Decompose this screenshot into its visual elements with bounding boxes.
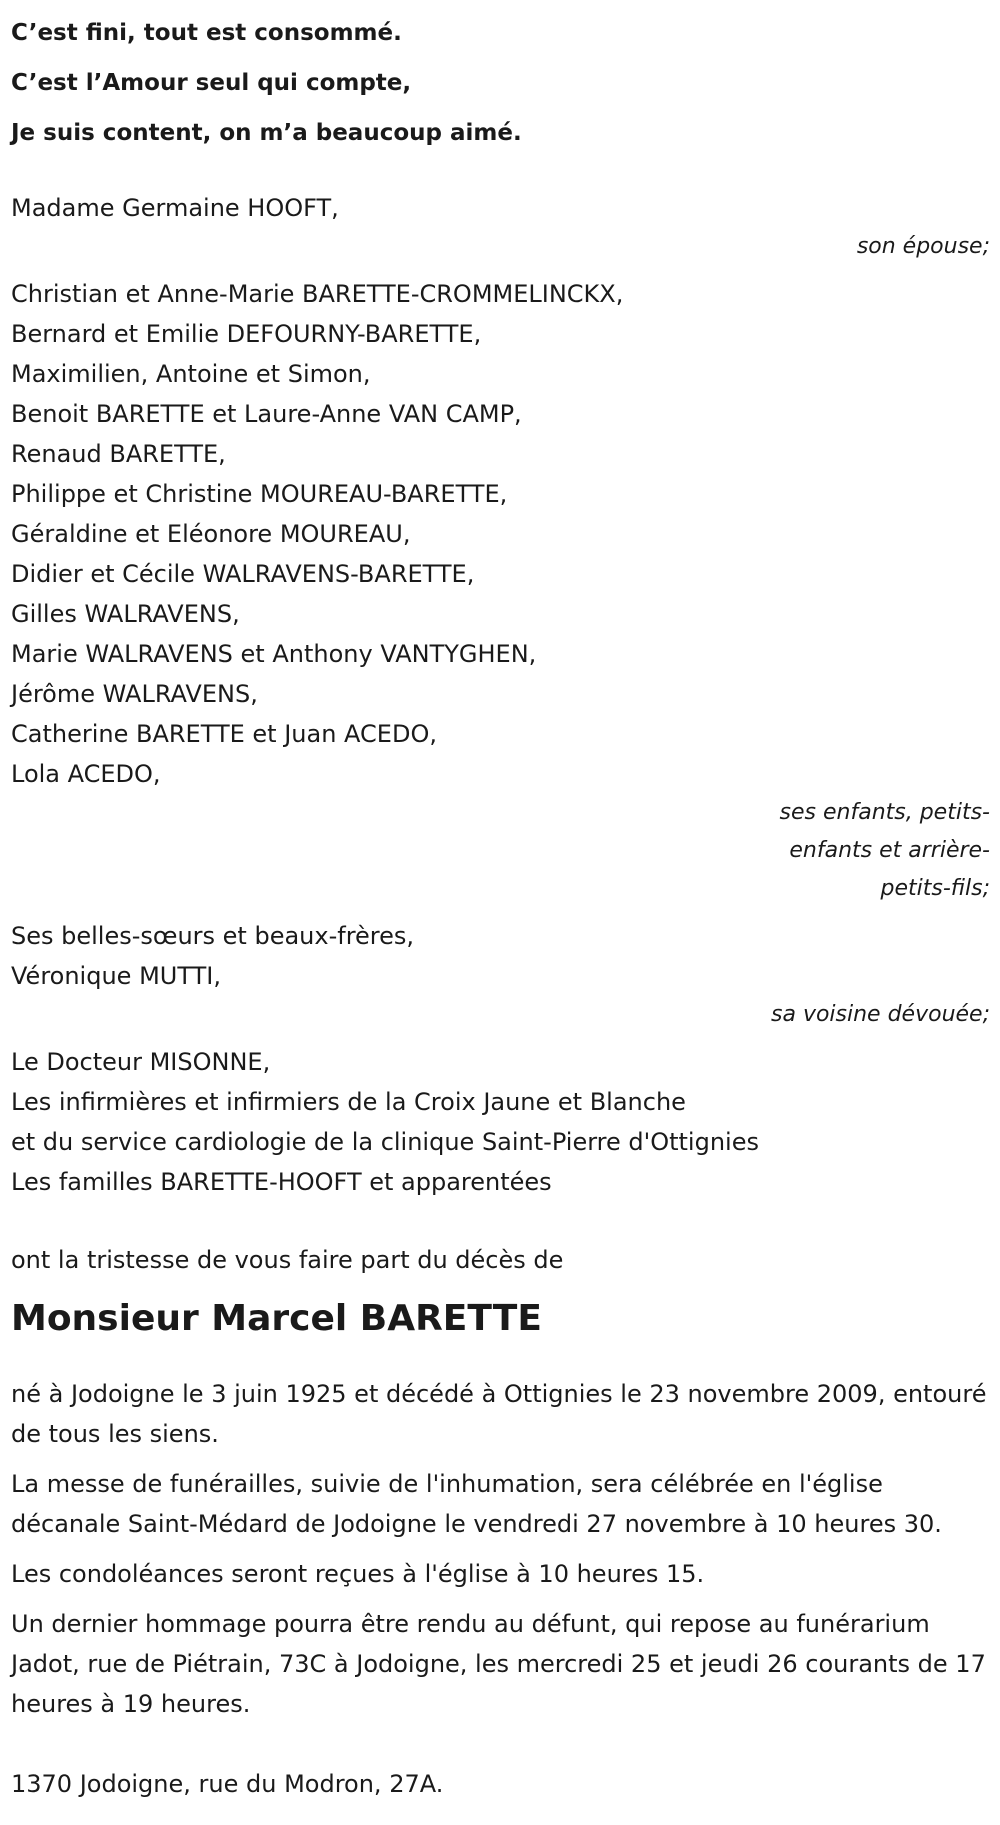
family-member: Didier et Cécile WALRAVENS-BARETTE,: [11, 560, 475, 588]
children-role: enfants et arrière-: [789, 838, 990, 863]
quote-line: Je suis content, on m’a beaucoup aimé.: [11, 120, 522, 146]
spouse-role: son épouse;: [856, 234, 990, 259]
family-member: Christian et Anne-Marie BARETTE-CROMMELINCKX,: [11, 280, 624, 308]
tribute-paragraph: Un dernier hommage pourra être rendu au défunt, qui repose au funérarium Jadot, rue de Piétrain, 73C à Jodoigne, les mercredi 25 et jeudi 26 courants de 17 heures à 19 heures.: [11, 1610, 986, 1718]
neighbor-role: sa voisine dévouée;: [771, 1002, 990, 1027]
funeral-paragraph: La messe de funérailles, suivie de l'inhumation, sera célébrée en l'église décanale Saint-Médard de Jodoigne le vendredi 27 novembre à 10 heures 30.: [11, 1470, 942, 1538]
family-member: Jérôme WALRAVENS,: [11, 680, 258, 708]
mourner-line: et du service cardiologie de la clinique Saint-Pierre d'Ottignies: [11, 1128, 759, 1156]
condolences-paragraph: Les condoléances seront reçues à l'église à 10 heures 15.: [11, 1560, 705, 1588]
address: 1370 Jodoigne, rue du Modron, 27A.: [11, 1770, 444, 1798]
family-member: Marie WALRAVENS et Anthony VANTYGHEN,: [11, 640, 537, 668]
children-section: [11, 274, 990, 908]
spouse-name: Madame Germaine HOOFT,: [11, 194, 339, 222]
family-member: Géraldine et Eléonore MOUREAU,: [11, 520, 411, 548]
in-laws-section: [11, 916, 990, 1034]
spouse-section: [11, 188, 990, 266]
others-section: [11, 1042, 990, 1202]
family-member: Bernard et Emilie DEFOURNY-BARETTE,: [11, 320, 482, 348]
quote-line: C’est l’Amour seul qui compte,: [11, 70, 412, 96]
family-member: Ses belles-sœurs et beaux-frères,: [11, 922, 415, 950]
birth-death-paragraph: né à Jodoigne le 3 juin 1925 et décédé à Ottignies le 23 novembre 2009, entouré de tous les siens.: [11, 1380, 987, 1448]
family-member: Lola ACEDO,: [11, 760, 161, 788]
quote-line: C’est fini, tout est consommé.: [11, 20, 402, 46]
details-section: [11, 1374, 990, 1724]
announcement: ont la tristesse de vous faire part du décès de: [11, 1246, 564, 1274]
family-member: Véronique MUTTI,: [11, 962, 221, 990]
family-member: Benoit BARETTE et Laure-Anne VAN CAMP,: [11, 400, 522, 428]
mourner-line: Le Docteur MISONNE,: [11, 1048, 271, 1076]
family-member: Philippe et Christine MOUREAU-BARETTE,: [11, 480, 508, 508]
family-member: Maximilien, Antoine et Simon,: [11, 360, 371, 388]
opening-quote: [11, 0, 990, 158]
mourner-line: Les familles BARETTE-HOOFT et apparentées: [11, 1168, 552, 1196]
family-member: Gilles WALRAVENS,: [11, 600, 240, 628]
deceased-name: Monsieur Marcel BARETTE: [11, 1298, 542, 1339]
mourner-line: Les infirmières et infirmiers de la Croix Jaune et Blanche: [11, 1088, 686, 1116]
family-member: Catherine BARETTE et Juan ACEDO,: [11, 720, 437, 748]
children-role: ses enfants, petits-: [779, 800, 990, 825]
children-role: petits-fils;: [880, 876, 990, 901]
family-member: Renaud BARETTE,: [11, 440, 226, 468]
